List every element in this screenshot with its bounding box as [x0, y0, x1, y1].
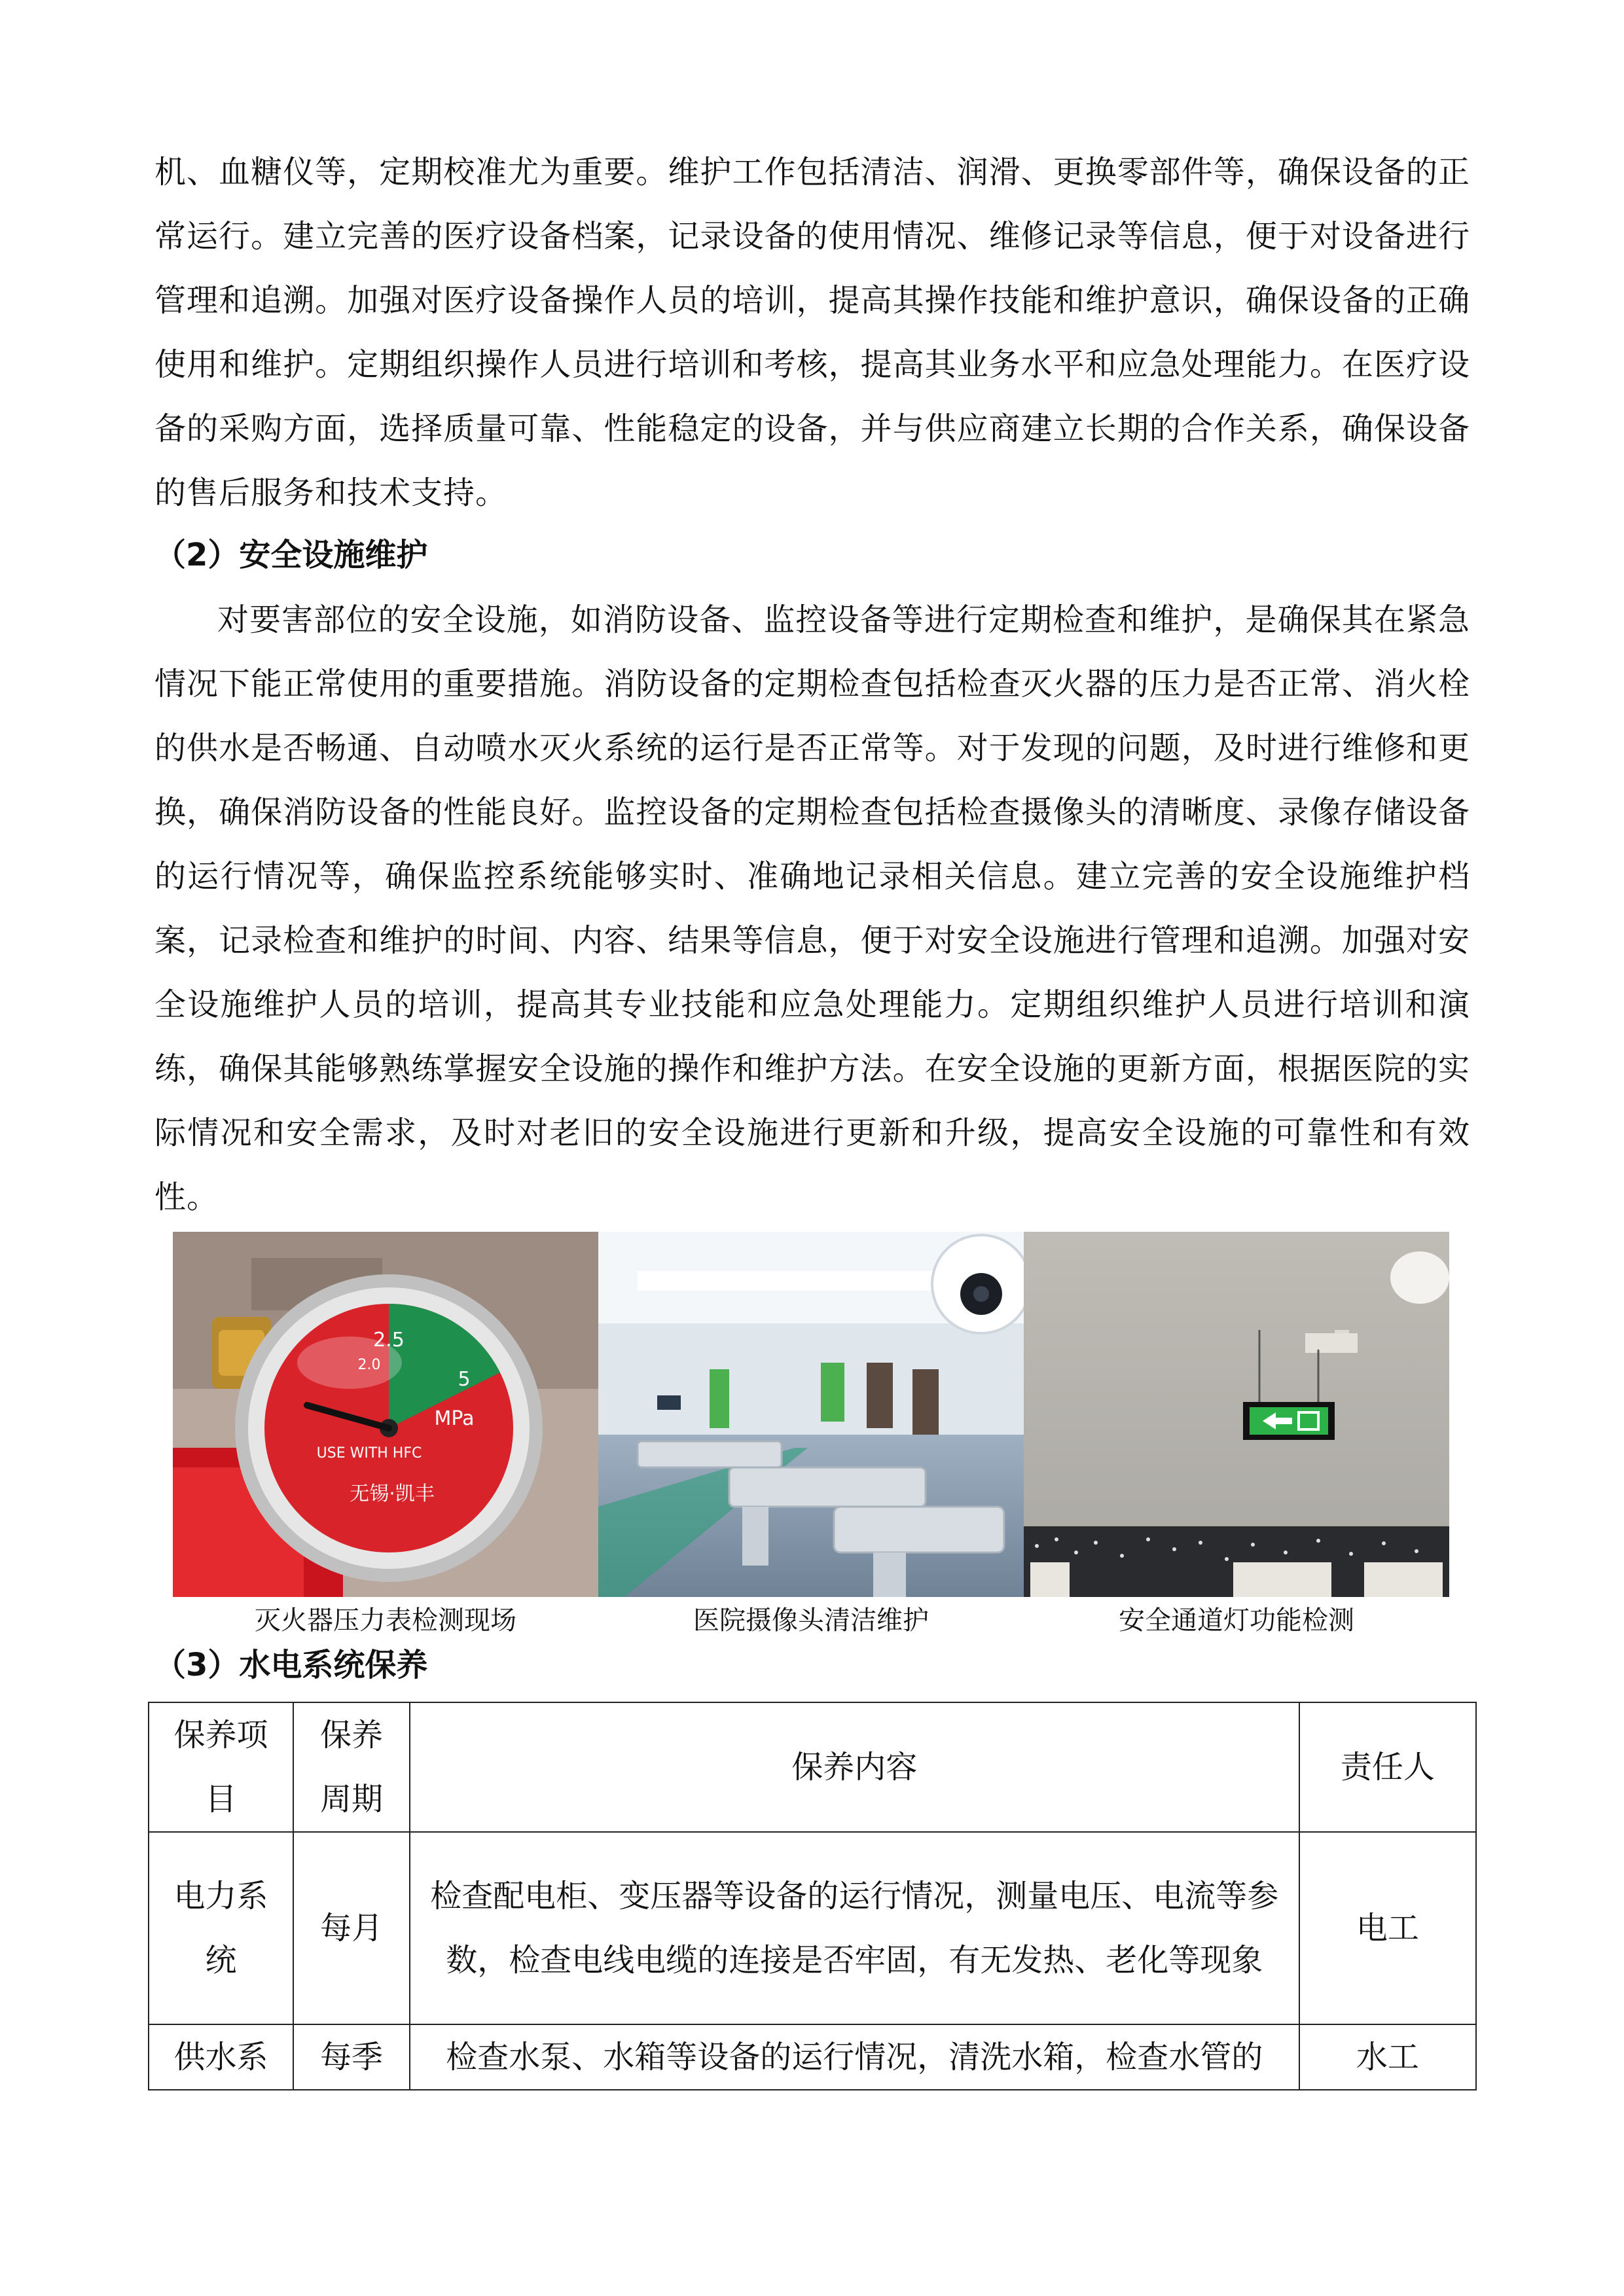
- exit-sign-photo: [1024, 1232, 1449, 1597]
- cell-owner: 电工: [1299, 1832, 1476, 2024]
- gauge-label-mpa: MPa: [434, 1407, 475, 1430]
- pressure-gauge-image: [173, 1232, 598, 1597]
- hospital-waiting-area-image: [598, 1232, 1024, 1597]
- gauge-label-brand: 无锡·凯丰: [350, 1482, 435, 1505]
- table-header-row: [149, 1702, 1476, 1832]
- extinguisher-gauge-photo: [173, 1232, 598, 1597]
- section-heading-utilities: （3）水电系统保养: [154, 1647, 428, 1683]
- cell-content: 检查配电柜、变压器等设备的运行情况，测量电压、电流等参数，检查电线电缆的连接是否牢固，有无发热、老化等现象: [410, 1832, 1299, 2024]
- figure-row: [173, 1232, 1449, 1597]
- gauge-label-2-0: 2.0: [357, 1357, 381, 1373]
- cell-item: 供水系: [149, 2024, 293, 2090]
- cell-owner: 水工: [1299, 2024, 1476, 2090]
- paragraph-safety-facilities: 对要害部位的安全设施，如消防设备、监控设备等进行定期检查和维护，是确保其在紧急情况下能正常使用的重要措施。消防设备的定期检查包括检查灭火器的压力是否正常、消火栓的供水是否畅通、自动喷水灭火系统的运行是否正常等。对于发现的问题，及时进行维修和更换，确保消防设备的性能良好。监控设备的定期检查包括检查摄像头的清晰度、录像存储设备的运行情况等，确保监控系统能够实时、准确地记录相关信息。建立完善的安全设施维护档案，记录检查和维护的时间、内容、结果等信息，便于对安全设施进行管理和追溯。加强对安全设施维护人员的培训，提高其专业技能和应急处理能力。定期组织维护人员进行培训和演练，确保其能够熟练掌握安全设施的操作和维护方法。在安全设施的更新方面，根据医院的实际情况和安全需求，及时对老旧的安全设施进行更新和升级，提高安全设施的可靠性和有效性。: [154, 601, 1470, 1215]
- cell-cycle: 每月: [293, 1832, 410, 2024]
- paragraph-equipment-maintenance: 机、血糖仪等，定期校准尤为重要。维护工作包括清洁、润滑、更换零部件等，确保设备的正常运行。建立完善的医疗设备档案，记录设备的使用情况、维修记录等信息，便于对设备进行管理和追溯。加强对医疗设备操作人员的培训，提高其操作技能和维护意识，确保设备的正确使用和维护。定期组织操作人员进行培训和考核，提高其业务水平和应急处理能力。在医疗设备的采购方面，选择质量可靠、性能稳定的设备，并与供应商建立长期的合作关系，确保设备的售后服务和技术支持。: [154, 154, 1470, 511]
- table-row: [149, 2024, 1476, 2090]
- caption-exit-sign: 安全通道灯功能检测: [1119, 1605, 1354, 1636]
- cell-item: 电力系统: [149, 1832, 293, 2024]
- gauge-label-use-with: USE WITH HFC: [316, 1445, 422, 1462]
- caption-camera: 医院摄像头清洁维护: [693, 1605, 929, 1636]
- emergency-exit-sign-image: [1024, 1232, 1449, 1597]
- maintenance-table: [148, 1702, 1477, 2090]
- gauge-label-5: 5: [458, 1368, 471, 1391]
- caption-gauge: 灭火器压力表检测现场: [255, 1605, 516, 1636]
- header-content: 保养内容: [410, 1702, 1299, 1832]
- hospital-camera-photo: [598, 1232, 1024, 1597]
- cell-cycle: 每季: [293, 2024, 410, 2090]
- section-heading-safety-facilities: （2）安全设施维护: [154, 537, 428, 573]
- cell-content: 检查水泵、水箱等设备的运行情况，清洗水箱，检查水管的: [410, 2024, 1299, 2090]
- header-owner: 责任人: [1299, 1702, 1476, 1832]
- table-row: [149, 1832, 1476, 2024]
- gauge-label-2-5: 2.5: [373, 1329, 405, 1352]
- header-item: 保养项目: [149, 1702, 293, 1832]
- header-cycle: 保养周期: [293, 1702, 410, 1832]
